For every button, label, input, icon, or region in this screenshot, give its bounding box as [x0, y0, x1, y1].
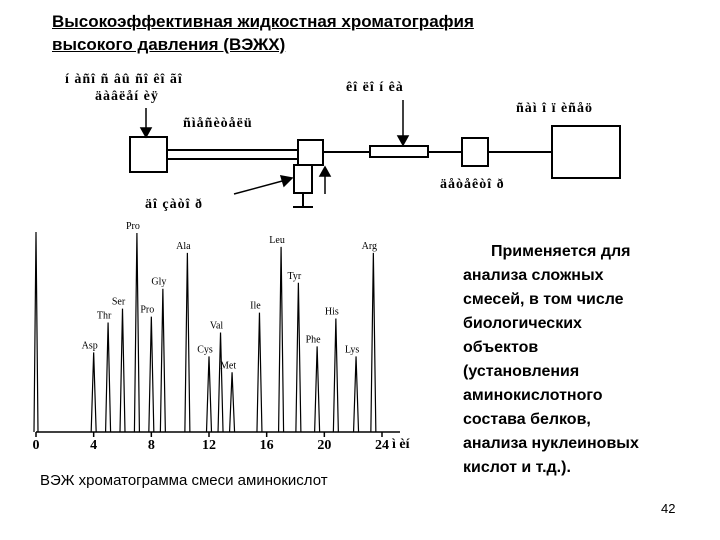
label-mixer: ñìåñèòåëü	[183, 116, 253, 131]
peak-label-phe: Phe	[305, 334, 321, 346]
chromatogram-peak-lys	[354, 356, 359, 432]
chromatogram-peak-arg	[371, 253, 376, 432]
x-tick-label: 8	[147, 438, 155, 453]
label-pump-line1: í àñî ñ âû ñî êî ãî	[65, 72, 183, 87]
x-tick-label: 20	[317, 438, 332, 453]
title-line-1: Высокоэффективная жидкостная хроматография	[52, 12, 474, 31]
chromatogram-peak-cys	[207, 356, 212, 432]
application-text-line: (установления	[463, 363, 580, 380]
peak-label-met: Met	[220, 360, 237, 372]
chromatogram-peak-pro	[134, 233, 139, 432]
application-text-line: Применяется для	[491, 243, 631, 260]
peak-label-asp: Asp	[81, 340, 98, 352]
chromatogram-peak-his	[333, 319, 338, 432]
chromatogram-peak-leu	[279, 247, 284, 432]
chromatogram-peak-ser	[120, 309, 125, 432]
peak-label-leu: Leu	[269, 234, 285, 246]
application-text-line: смесей, в том числе	[463, 291, 624, 308]
chromatogram-peak-thr	[106, 323, 111, 432]
application-text-line: объектов	[463, 339, 539, 356]
x-axis-unit: ì èí	[392, 437, 410, 452]
x-tick-label: 0	[32, 438, 40, 453]
label-column: êî ëî í êà	[346, 80, 404, 95]
x-tick-label: 12	[202, 438, 216, 453]
application-text	[463, 240, 703, 480]
page-number: 42	[661, 501, 676, 516]
peak-label-ile: Ile	[250, 300, 261, 312]
chromatogram-peak-met	[230, 372, 235, 432]
chromatogram-peak-gly	[160, 289, 165, 432]
chromatogram-caption: ВЭЖ хроматограмма смеси аминокислот	[40, 472, 328, 489]
x-tick-label: 16	[259, 438, 274, 453]
peak-label-his: His	[324, 306, 339, 318]
title-line-2: высокого давления (ВЭЖХ)	[52, 35, 286, 54]
application-text-line: состава белков,	[463, 411, 591, 428]
application-text-line: биологических	[463, 315, 582, 332]
chromatogram-peak-tyr	[296, 283, 301, 432]
peak-label-val: Val	[209, 320, 224, 332]
peak-label-pro: Pro	[140, 304, 155, 316]
peak-label-ser: Ser	[111, 296, 126, 308]
peak-label-ala: Ala	[176, 240, 191, 252]
chromatogram-peak-val	[218, 333, 223, 433]
peak-label-tyr: Tyr	[287, 270, 302, 282]
chromatogram-peak-ala	[185, 253, 190, 432]
x-tick-label: 24	[375, 438, 389, 453]
label-pump-line2: äàâëåí èÿ	[95, 89, 159, 104]
label-detector: äåòåêòî ð	[440, 177, 505, 192]
chromatogram-peak-phe	[315, 346, 320, 432]
chromatogram-peak-ile	[257, 313, 262, 432]
x-tick-label: 4	[90, 438, 98, 453]
solvent-front-peak	[34, 232, 38, 432]
application-text-line: кислот и т.д.).	[463, 459, 571, 476]
peak-label-lys: Lys	[344, 344, 360, 356]
label-recorder: ñàì î ï èñåö	[516, 101, 593, 116]
peak-label-thr: Thr	[96, 310, 112, 322]
peak-label-arg: Arg	[361, 240, 378, 252]
application-text-line: аминокислотного	[463, 387, 603, 404]
chromatogram-peak-asp	[91, 352, 96, 432]
application-text-line: анализа сложных	[463, 267, 604, 284]
chromatogram-peak-pro	[149, 317, 154, 432]
peak-label-cys: Cys	[197, 344, 213, 356]
application-text-line: анализа нуклеиновых	[463, 435, 639, 452]
label-injector: äî çàòî ð	[145, 197, 203, 212]
peak-label-pro: Pro	[125, 221, 140, 232]
peak-label-gly: Gly	[151, 276, 167, 288]
